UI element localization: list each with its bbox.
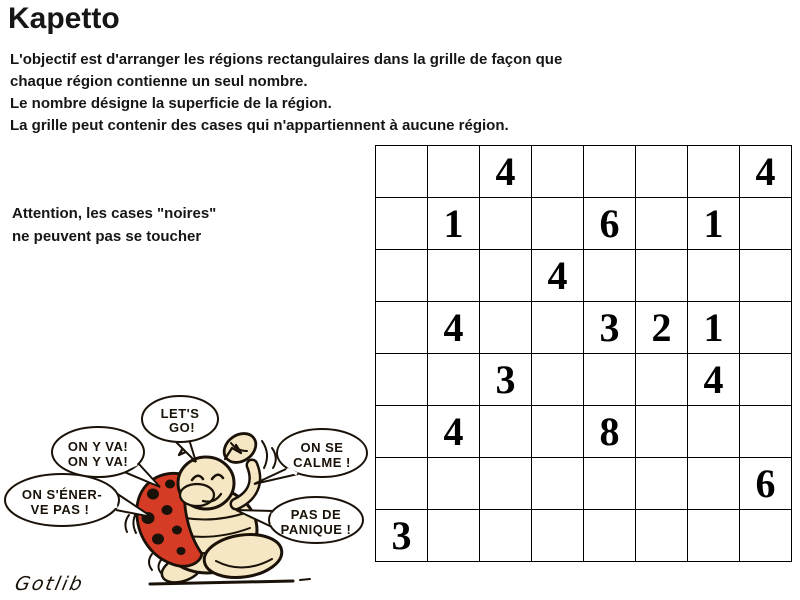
bubble-on-y-va-line-1: ON Y VA!: [67, 439, 129, 454]
grid-cell[interactable]: [636, 458, 687, 509]
grid-cell[interactable]: 2: [636, 302, 687, 353]
grid-cell[interactable]: [532, 406, 583, 457]
grid-cell[interactable]: [376, 250, 427, 301]
grid-cell[interactable]: 4: [688, 354, 739, 405]
grid-cell[interactable]: [688, 510, 739, 561]
instructions-line-4: La grille peut contenir des cases qui n'appartiennent à aucune région.: [10, 117, 509, 134]
instructions: [10, 49, 562, 137]
grid-cell[interactable]: [532, 458, 583, 509]
grid-cell[interactable]: 1: [688, 302, 739, 353]
grid-cell[interactable]: [428, 146, 479, 197]
grid-cell[interactable]: [480, 302, 531, 353]
grid-cell[interactable]: 3: [584, 302, 635, 353]
bubble-on-se-calme-line-1: ON SE: [300, 440, 344, 455]
bubble-on-y-va-line-2: ON Y VA!: [67, 454, 129, 469]
grid-cell[interactable]: [480, 198, 531, 249]
warning-note-line-1: Attention, les cases "noires": [12, 205, 217, 222]
grid-cell[interactable]: 1: [428, 198, 479, 249]
grid-cell[interactable]: [740, 510, 791, 561]
grid-cell[interactable]: 4: [532, 250, 583, 301]
artist-signature: Gotlib: [12, 572, 87, 595]
page-title: Kapetto: [8, 2, 120, 35]
instructions-line-3: Le nombre désigne la superficie de la région.: [10, 95, 332, 112]
grid-cell[interactable]: [480, 458, 531, 509]
grid-cell[interactable]: [480, 510, 531, 561]
instructions-line-1: L'objectif est d'arranger les régions rectangulaires dans la grille de façon que: [10, 51, 563, 68]
grid-cell[interactable]: [532, 510, 583, 561]
grid-cell[interactable]: 8: [584, 406, 635, 457]
grid-cell[interactable]: 3: [376, 510, 427, 561]
grid-cell[interactable]: [428, 250, 479, 301]
grid-cell[interactable]: 4: [480, 146, 531, 197]
grid-cell[interactable]: [376, 354, 427, 405]
grid-cell[interactable]: [584, 250, 635, 301]
grid-cell[interactable]: [740, 198, 791, 249]
bubble-on-se-calme-line-2: CALME !: [293, 455, 351, 470]
bubble-lets-go-line-1: LET'S: [160, 406, 200, 421]
grid-cell[interactable]: [584, 510, 635, 561]
instructions-line-2: chaque région contienne un seul nombre.: [10, 73, 308, 90]
grid-cell[interactable]: 1: [688, 198, 739, 249]
grid-cell[interactable]: [636, 198, 687, 249]
grid-cell[interactable]: [688, 250, 739, 301]
grid-cell[interactable]: [636, 250, 687, 301]
grid-cell[interactable]: [376, 302, 427, 353]
speech-bubble-enerve-pas: [5, 474, 152, 526]
grid-cell[interactable]: [532, 302, 583, 353]
grid-cell[interactable]: [480, 250, 531, 301]
grid-cell[interactable]: [636, 510, 687, 561]
grid-cell[interactable]: [740, 250, 791, 301]
ladybug-character: [125, 428, 284, 588]
warning-note: [12, 202, 216, 248]
grid-cell[interactable]: [636, 354, 687, 405]
speech-bubble-on-se-calme: [254, 429, 367, 484]
grid-cell[interactable]: [740, 406, 791, 457]
grid-cell[interactable]: [584, 146, 635, 197]
grid-cell[interactable]: [376, 458, 427, 509]
grid-cell[interactable]: 4: [428, 406, 479, 457]
grid-cell[interactable]: [376, 198, 427, 249]
ladybug-arm: [236, 465, 255, 504]
grid-cell[interactable]: [688, 406, 739, 457]
grid-cell[interactable]: [428, 510, 479, 561]
grid-cell[interactable]: 6: [740, 458, 791, 509]
grid-cell[interactable]: 6: [584, 198, 635, 249]
grid-cell[interactable]: [740, 354, 791, 405]
grid-cell[interactable]: [532, 198, 583, 249]
grid-cell[interactable]: [688, 458, 739, 509]
grid-cell[interactable]: [428, 354, 479, 405]
grid-cell[interactable]: [688, 146, 739, 197]
grid-cell[interactable]: [584, 458, 635, 509]
grid-cell[interactable]: [740, 302, 791, 353]
warning-note-line-2: ne peuvent pas se toucher: [12, 228, 202, 245]
puzzle-grid[interactable]: [375, 145, 792, 562]
grid-cell[interactable]: [584, 354, 635, 405]
grid-cell[interactable]: [636, 146, 687, 197]
grid-cell[interactable]: [636, 406, 687, 457]
grid-cell[interactable]: [428, 458, 479, 509]
grid-cell[interactable]: [376, 406, 427, 457]
bubble-enerve-pas-line-1: ON S'ÉNER-: [21, 487, 103, 502]
bubble-pas-de-panique-line-2: PANIQUE !: [280, 522, 352, 537]
bubble-pas-de-panique-line-1: PAS DE: [290, 507, 342, 522]
grid-cell[interactable]: [480, 406, 531, 457]
grid-cell[interactable]: [532, 146, 583, 197]
grid-cell[interactable]: 4: [428, 302, 479, 353]
grid-cell[interactable]: 3: [480, 354, 531, 405]
grid-cell[interactable]: [376, 146, 427, 197]
bubble-enerve-pas-line-2: VE PAS !: [30, 502, 90, 517]
grid-cell[interactable]: [532, 354, 583, 405]
grid-cell[interactable]: 4: [740, 146, 791, 197]
bubble-lets-go-line-2: GO!: [168, 420, 196, 435]
ladybug-cartoon: [0, 383, 380, 600]
